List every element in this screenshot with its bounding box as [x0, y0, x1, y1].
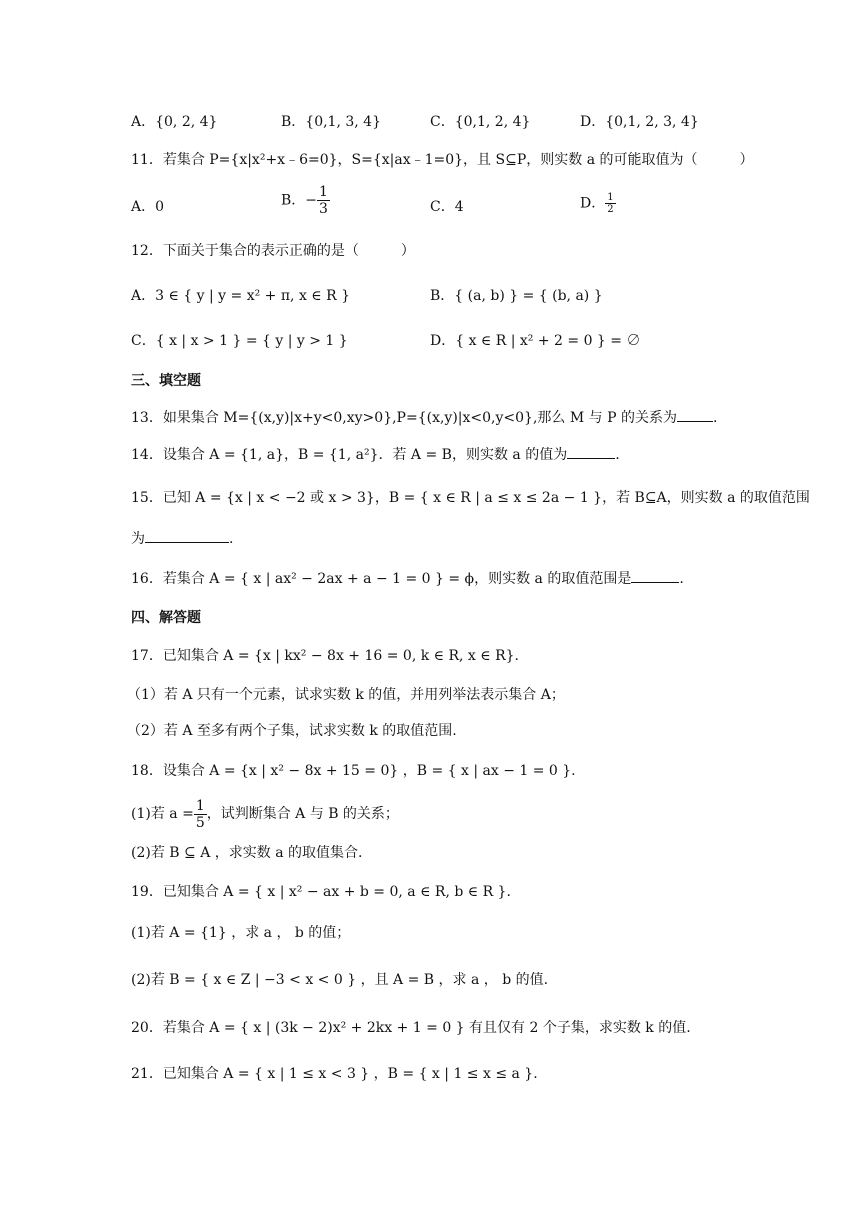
q11-option-b-fraction: [317, 184, 330, 217]
q17-part2: （2）若 A 至多有两个子集，试求实数 k 的取值范围.: [127, 723, 457, 739]
q14-text: 14．设集合 A = {1, a}，B = {1, a²}．若 A = B，则实数 a 的值为: [131, 447, 568, 463]
q18-part1-numerator: 1: [195, 797, 205, 814]
q13-end: .: [712, 410, 718, 426]
q15-text: 15．已知 A = {x | x < −2 或 x > 3}，B = { x ∈ R | a ≤ x ≤ 2a − 1 }，若 B⊆A，则实数 a 的取值范围: [131, 490, 810, 506]
q11-option-b-numerator: 1: [319, 184, 328, 200]
q13: [131, 407, 717, 428]
q18-part1-fraction: [194, 798, 207, 831]
q11-option-d: [580, 192, 616, 215]
q18-part1: [131, 797, 399, 831]
q15-continuation: [131, 528, 233, 549]
q13-answer-blank[interactable]: [677, 407, 713, 422]
q11-option-d-prefix: D．: [580, 195, 606, 212]
q18-stem: 18．设集合 A = {x | x² − 8x + 15 = 0} ，B = { x | ax − 1 = 0 }.: [131, 763, 576, 779]
q10-option-a: A．{0, 2, 4}: [131, 114, 218, 130]
q13-text: 13．如果集合 M={(x,y)|x+y<0,xy>0},P={(x,y)|x<0,y<0},那么 M 与 P 的关系为: [131, 410, 677, 426]
q16-end: .: [679, 571, 684, 587]
q11-option-c: C．4: [430, 199, 464, 215]
q11-option-d-denominator: 2: [607, 204, 614, 215]
section-solution-heading: 四、解答题: [131, 610, 201, 626]
q11-option-a: A．0: [131, 199, 165, 215]
q11-option-b: [281, 184, 330, 217]
q18-part2: (2)若 B ⊆ A ，求实数 a 的取值集合.: [131, 845, 363, 861]
q19-stem: 19．已知集合 A = { x | x² − ax + b = 0, a ∈ R, b ∈ R }.: [131, 884, 511, 900]
q11-option-d-numerator: 1: [607, 192, 614, 203]
q14: [131, 444, 620, 465]
q18-part1-suffix: ，试判断集合 A 与 B 的关系；: [206, 806, 399, 822]
q12-option-b: B．{ (a, b) } = { (b, a) }: [430, 288, 603, 304]
q17-stem: 17．已知集合 A = {x | kx² − 8x + 16 = 0, k ∈ R, x ∈ R}.: [131, 648, 519, 664]
section-fill-in-heading: 三、填空题: [131, 373, 201, 389]
q15-end: .: [229, 531, 234, 547]
q16-text: 16．若集合 A = { x | ax² − 2ax + a − 1 = 0 } = ϕ，则实数 a 的取值范围是: [131, 571, 632, 587]
q11-stem: 11．若集合 P={x|x²+x﹣6=0}，S={x|ax﹣1=0}，且 S⊆P，则实数 a 的可能取值为（ ）: [131, 152, 754, 168]
q16-answer-blank[interactable]: [631, 568, 679, 583]
q14-answer-blank[interactable]: [567, 444, 615, 459]
q19-part2: (2)若 B = { x ∈ Z | −3 < x < 0 } ，且 A = B ，求 a ， b 的值.: [131, 972, 549, 988]
q12-option-c: C．{ x | x > 1 } = { y | y > 1 }: [131, 333, 348, 349]
q18-part1-denominator: 5: [195, 814, 205, 831]
q15-cont: 为: [131, 531, 145, 547]
q21: 21．已知集合 A = { x | 1 ≤ x < 3 } ，B = { x | 1 ≤ x ≤ a }.: [131, 1066, 538, 1082]
q18-part1-prefix: (1)若 a =: [131, 806, 194, 822]
q10-option-c: C．{0,1, 2, 4}: [430, 114, 531, 130]
q14-end: .: [615, 447, 620, 463]
q15-answer-blank[interactable]: [145, 528, 229, 543]
q10-option-d: D．{0,1, 2, 3, 4}: [580, 114, 699, 130]
q16: [131, 568, 684, 589]
q12-option-d: D．{ x ∈ R | x² + 2 = 0 } = ∅: [430, 333, 641, 349]
q17-part1: （1）若 A 只有一个元素，试求实数 k 的值，并用列举法表示集合 A；: [127, 687, 565, 703]
q11-option-b-denominator: 3: [319, 201, 328, 217]
q11-option-d-fraction: [605, 192, 615, 215]
q12-stem: 12．下面关于集合的表示正确的是（ ）: [131, 243, 415, 259]
q11-option-b-prefix: B．−: [281, 192, 318, 209]
q12-option-a: A．3 ∈ { y | y = x² + π, x ∈ R }: [131, 288, 351, 304]
q10-option-b: B．{0,1, 3, 4}: [281, 114, 381, 130]
q19-part1: (1)若 A = {1} ，求 a ， b 的值；: [131, 925, 351, 941]
q20: 20．若集合 A = { x | (3k − 2)x² + 2kx + 1 = 0 } 有且仅有 2 个子集，求实数 k 的值.: [131, 1020, 691, 1036]
